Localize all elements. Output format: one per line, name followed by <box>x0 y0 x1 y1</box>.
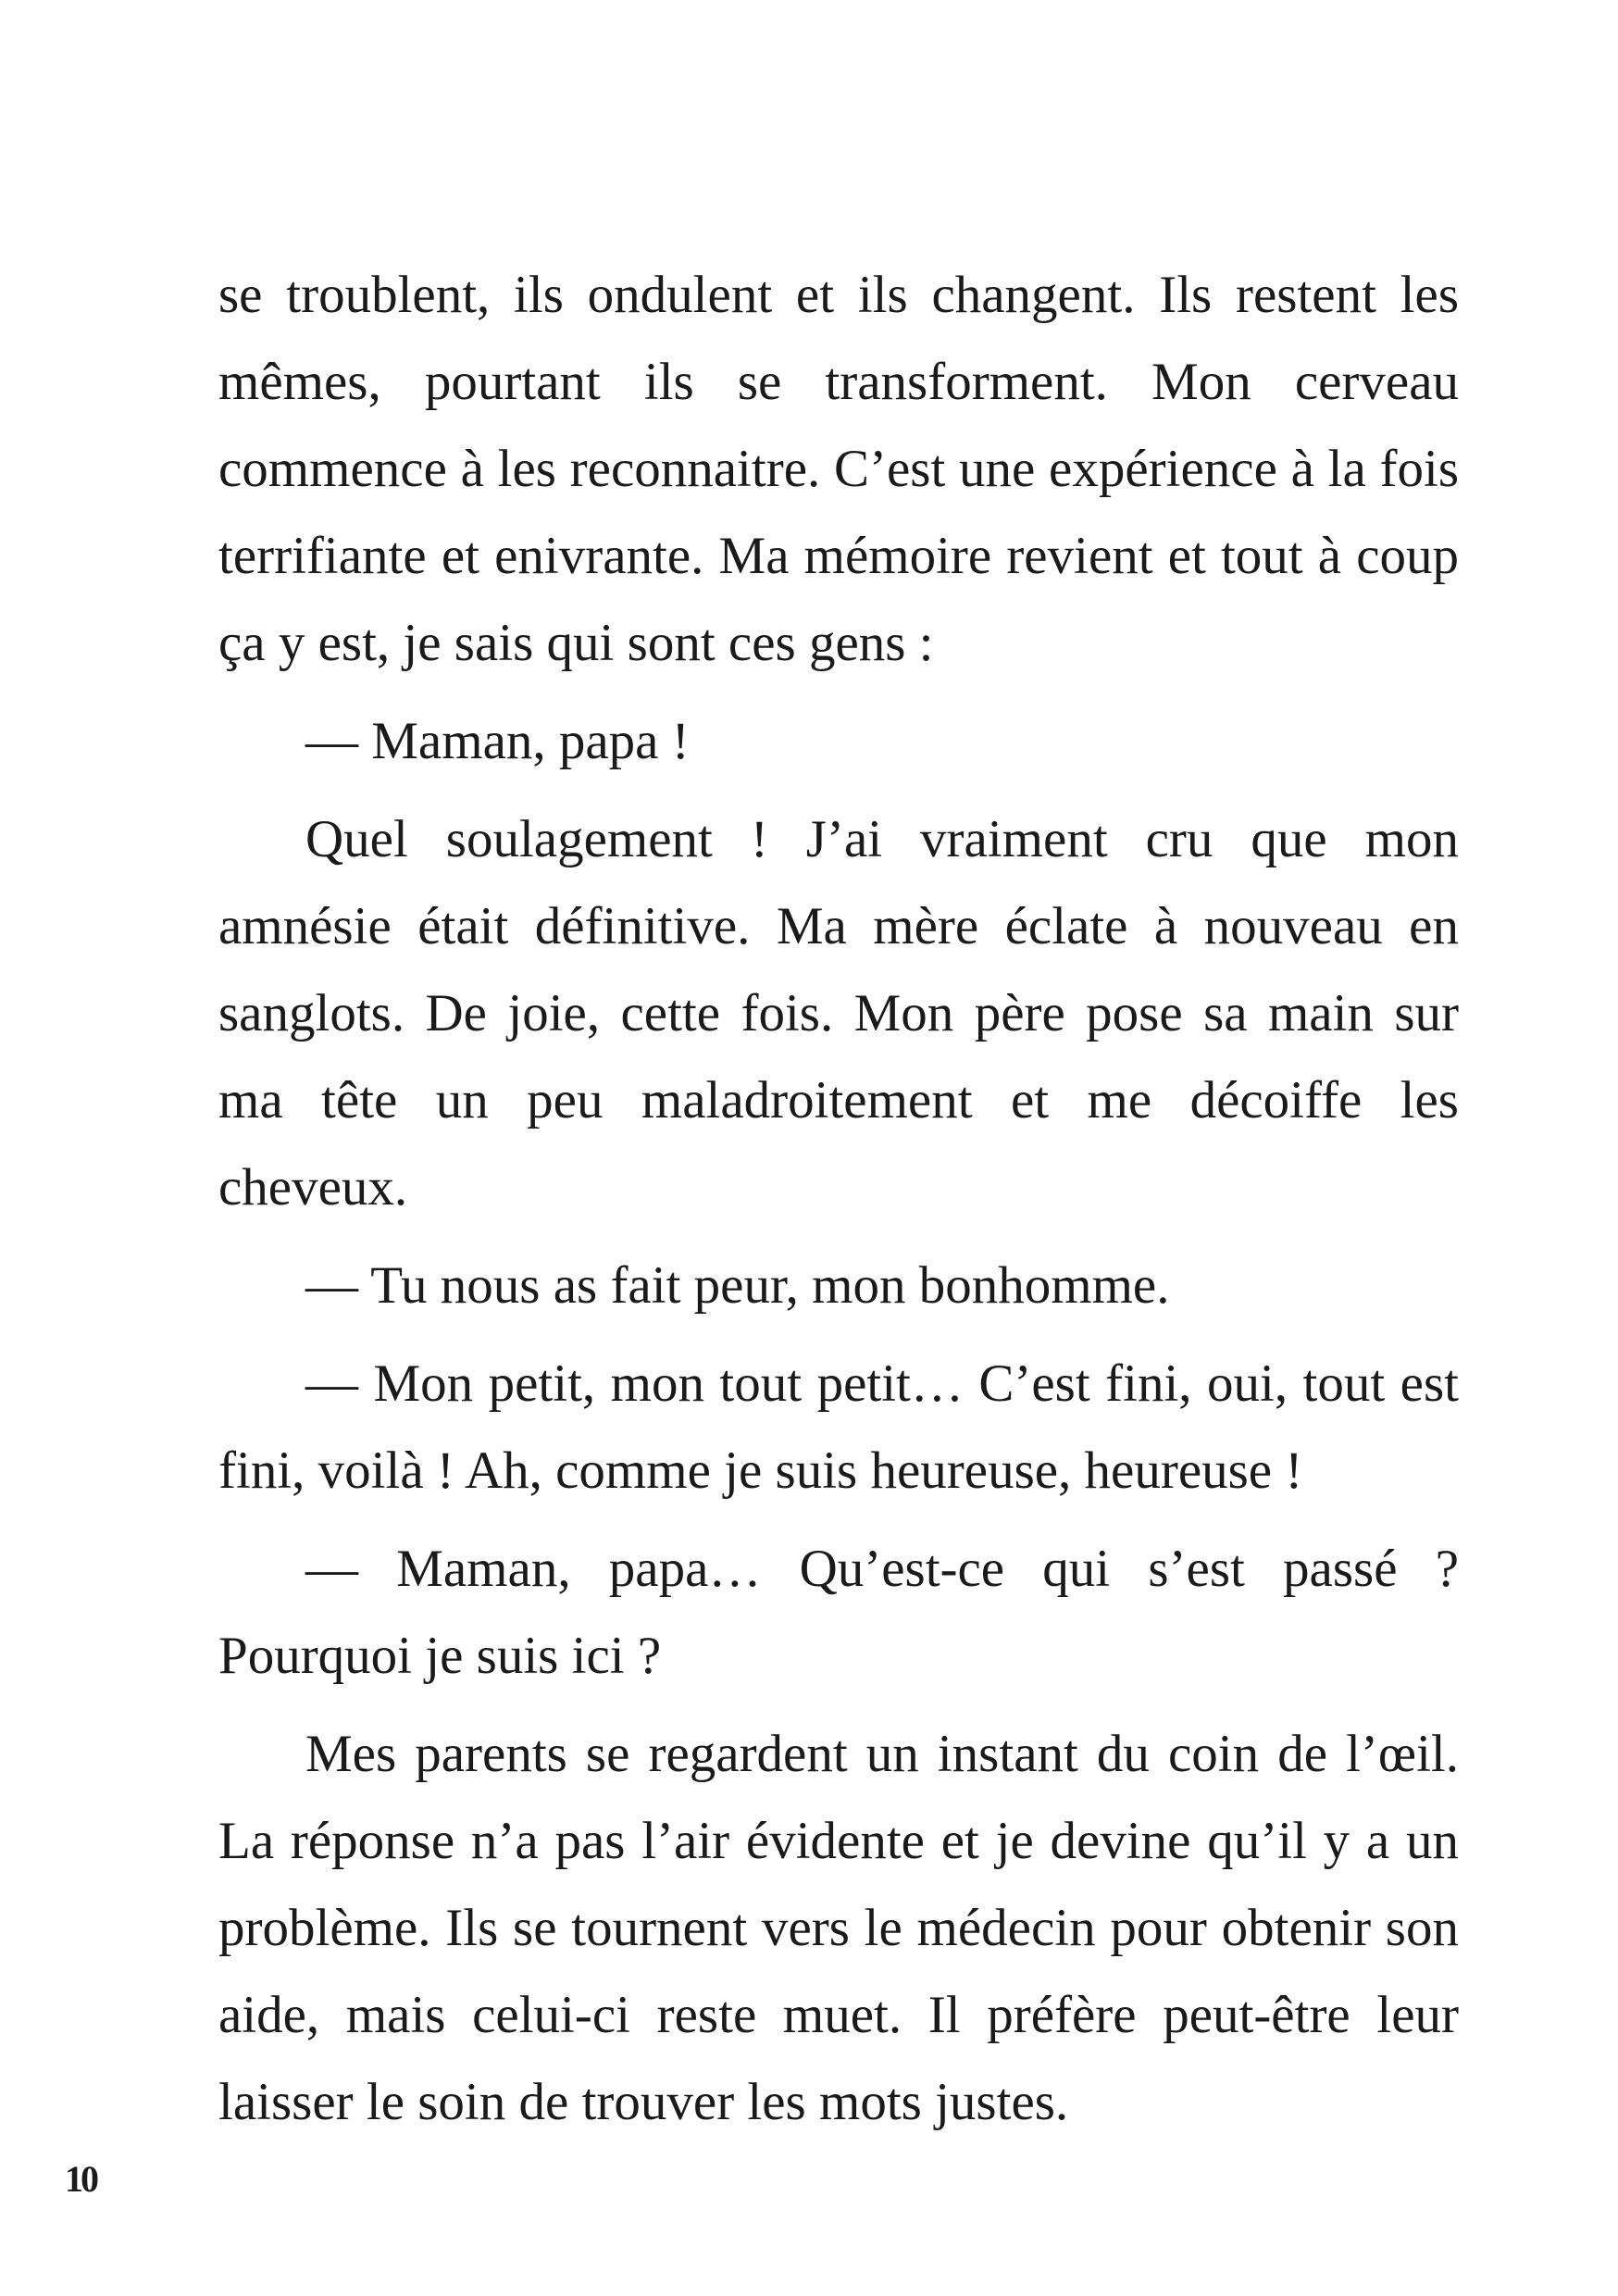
dialogue-line: — Maman, papa… Qu’est-ce qui s’est passé ? Pourquoi je suis ici ? <box>218 1540 1459 1685</box>
dialogue-line: — Mon petit, mon tout petit… C’est fini, oui, tout est fini, voilà ! Ah, comme je suis heureuse, heureuse ! <box>218 1354 1459 1500</box>
paragraph: Mes parents se regardent un instant du coin de l’œil. La réponse n’a pas l’air évidente et je devine qu’il y a un problème. Ils se tournent vers le médecin pour obtenir son aide, mais celui-ci reste muet. Il préfère peut-être leur laisser le soin de trouver les mots justes. <box>218 1725 1459 2131</box>
body-text <box>218 252 1459 2157</box>
dialogue-line: — Tu nous as fait peur, mon bonhomme. <box>305 1256 1170 1315</box>
page-number: 10 <box>65 2158 96 2200</box>
paragraph: Quel soulagement ! J’ai vraiment cru que mon amnésie était définitive. Ma mère éclate à nouveau en sanglots. De joie, cette fois. Mon père pose sa main sur ma tête un peu maladroitement et me décoiffe les cheveux. <box>218 810 1459 1217</box>
paragraph-continuation: se troublent, ils ondulent et ils changent. Ils restent les mêmes, pourtant ils se transforment. Mon cerveau commence à les reconnaitre. C’est une expérience à la fois terrifiante et enivrante. Ma mémoire revient et tout à coup ça y est, je sais qui sont ces gens : <box>218 266 1459 672</box>
dialogue-line: — Maman, papa ! <box>305 712 690 770</box>
